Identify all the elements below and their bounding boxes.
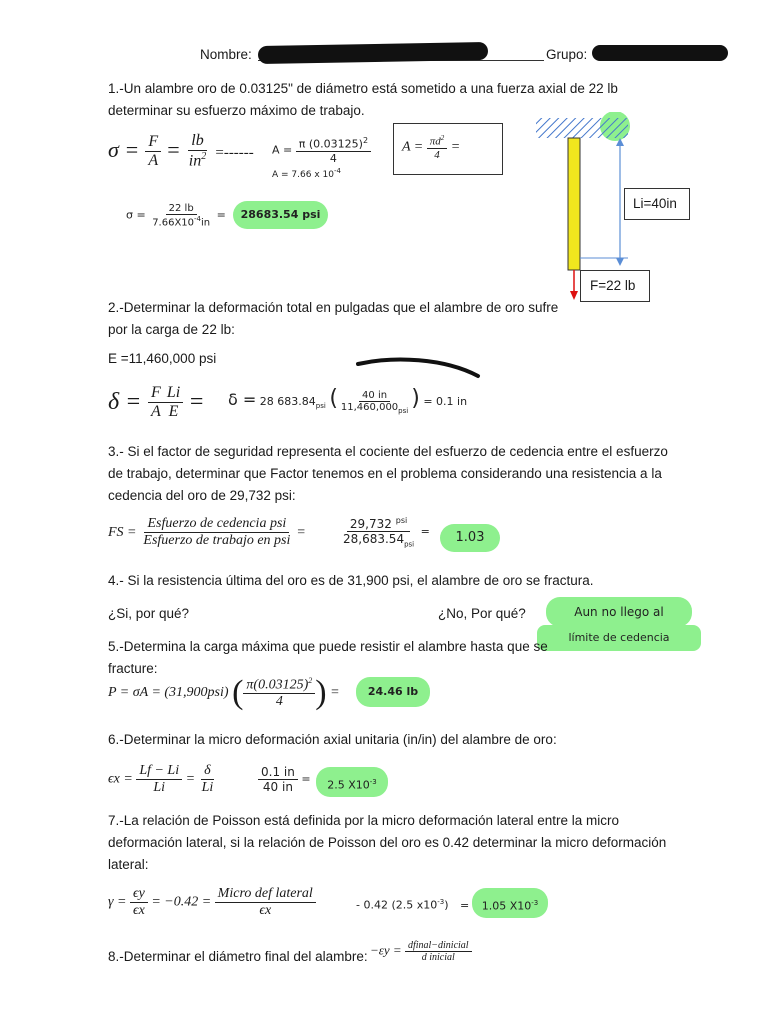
force-label-box: F=22 lb xyxy=(580,270,650,302)
nombre-label: Nombre: xyxy=(200,47,252,62)
grupo-label: Grupo: xyxy=(546,47,588,62)
q8-text: 8.-Determinar el diámetro final del alambre: xyxy=(108,949,368,964)
q3-text: 3.- Si el factor de seguridad representa el cociente del esfuerzo de cedencia entre el esfuerzo de trabajo, determinar que Factor tenemos en el problema considerando una resistencia a la cedencia del oro de 29,732 psi: xyxy=(108,444,668,503)
q1-hw-sigma: σ = $\frac{22 lb}{7.66X10^{-4}in}$ = xyxy=(126,203,226,229)
q2-formula: δ = $\frac{F}{A}$ $\frac{Li}{E}$ = xyxy=(108,384,204,420)
q5-formula: P = σA = (31,900psi) ( $\frac{\pi(0.03125)^2}{4}$ ) = xyxy=(108,674,340,711)
q6-hw: $\frac{0.1 in}{40 in}$ = xyxy=(258,765,311,794)
q2-e-value: E =11,460,000 psi xyxy=(108,351,217,366)
q7-formula: γ = $\frac{\epsilon y}{\epsilon x}$ = −0.42 = $\frac{\text{Micro def lateral}}{\epsilon x}$ xyxy=(108,886,316,919)
q5-text: 5.-Determina la carga máxima que puede resistir el alambre hasta que se fracture: xyxy=(108,639,548,676)
q7-text: 7.-La relación de Poisson está definida por la micro deformación lateral entre la micro deformación lateral, si la relación de Poisson del oro es 0.42 determinar la micro deformación lateral: xyxy=(108,813,667,872)
q4-si-label: ¿Si, por qué? xyxy=(108,606,190,621)
q1-hw-area: A = $\frac{\pi (0.03125)^2}{4}$ A = 7.66 x $10^{-4}$ xyxy=(272,136,371,180)
q7-answer: 1.05 $X10^{-3}$ xyxy=(472,888,548,918)
q4-answer-line1: Aun no llego al xyxy=(546,597,692,627)
q2-pen-stroke xyxy=(354,354,484,384)
q5-answer: 24.46 lb xyxy=(356,677,430,707)
q1-area-box xyxy=(393,123,503,175)
q4-no-label: ¿No, Por qué? xyxy=(438,606,526,621)
q1-stress-formula: σ = $\frac{F}{A}$ = $\frac{lb}{in^2}$ =------ xyxy=(108,132,254,170)
q8-formula: −εy = $\frac{\text{dfinal−dinicial}}{\text{d inicial}}$ xyxy=(370,940,472,963)
length-label-box: Li=40in xyxy=(624,188,690,220)
q4-text: 4.- Si la resistencia última del oro es de 31,900 psi, el alambre de oro se fractura. xyxy=(108,573,594,588)
q6-formula: ϵx = $\frac{Lf - Li}{Li}$ = $\frac{\delta}{Li}$ xyxy=(108,763,214,795)
grupo-redaction xyxy=(592,45,728,61)
q6-text: 6.-Determinar la micro deformación axial unitaria (in/in) del alambre de oro: xyxy=(108,732,557,747)
q2-hw: δ = 28 $683.84_{psi}$ ( $\frac{40 in}{11,460,000_{psi}}$ ) = 0.1 in xyxy=(228,386,468,415)
q2-text: 2.-Determinar la deformación total en pulgadas que el alambre de oro sufre por la carga de 22 lb: xyxy=(108,300,559,337)
q1-answer: 28683.54 psi xyxy=(233,201,328,229)
q7-hw: - 0.42 (2.5 $x10^{-3}$) = xyxy=(356,898,470,912)
q3-hw: $\frac{29,732 ^{psi}}{28,683.54_{psi}}$ = xyxy=(343,516,430,549)
q1-area-formula: A = $\frac{\pi d^2}{4}$ = xyxy=(402,134,461,161)
q3-formula: FS = $\frac{\text{Esfuerzo de cedencia psi}}{\text{Esfuerzo de trabajo en psi}}$ = xyxy=(108,516,306,548)
q3-answer: 1.03 xyxy=(440,524,500,552)
q6-answer: 2.5 $X10^{-3}$ xyxy=(316,767,388,797)
q4-answer-line2: límite de cedencia xyxy=(537,625,701,651)
gold-wire xyxy=(568,138,580,270)
fixed-support-hatch xyxy=(536,118,628,138)
q1-text: 1.-Un alambre oro de 0.03125" de diámetro está sometido a una fuerza axial de 22 lb determinar su esfuerzo máximo de trabajo. xyxy=(108,81,618,118)
